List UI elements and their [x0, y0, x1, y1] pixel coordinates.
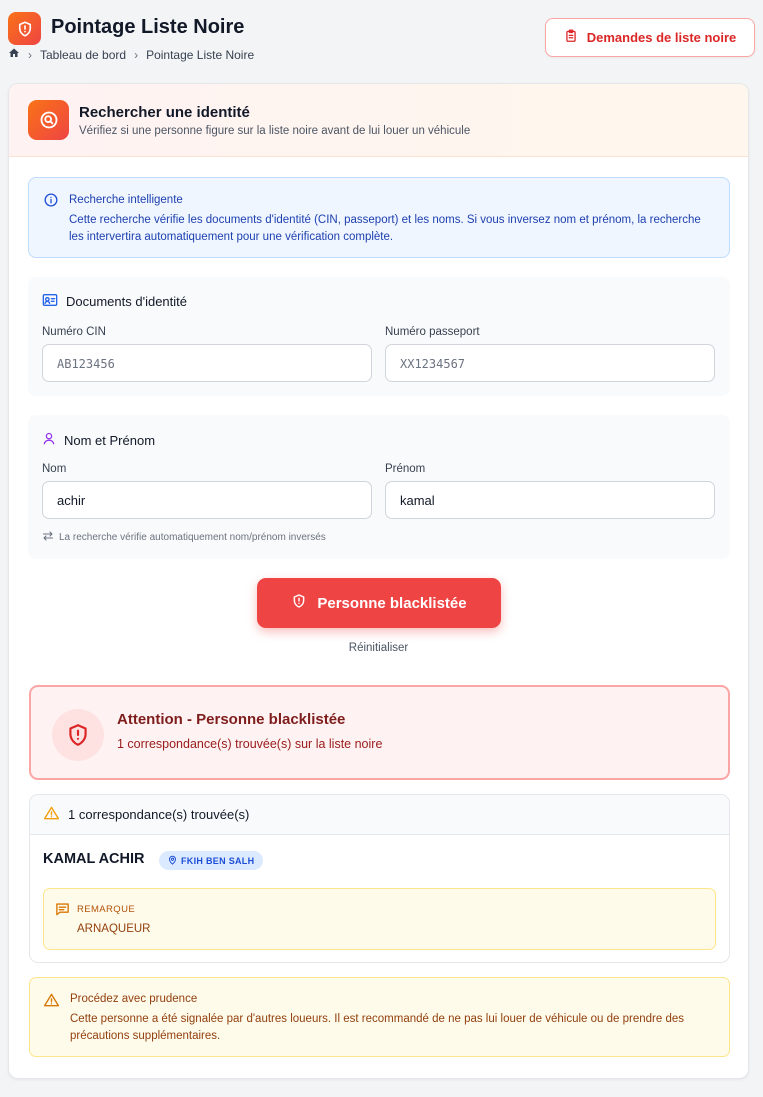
chevron-right-icon: › — [28, 47, 32, 62]
home-icon[interactable] — [8, 47, 20, 62]
info-title: Recherche intelligente — [69, 194, 183, 206]
smart-search-info — [28, 177, 730, 258]
search-card-header — [9, 84, 748, 157]
match-person-name: KAMAL ACHIR — [43, 851, 145, 867]
warning-icon — [44, 806, 59, 823]
caution-box — [29, 977, 730, 1057]
matches-panel — [29, 794, 730, 963]
remark-box — [43, 888, 716, 950]
blacklist-check-button[interactable]: Personne blacklistée — [257, 578, 501, 628]
shield-alert-icon — [291, 593, 307, 613]
city-badge: FKIH BEN SALH — [159, 851, 263, 870]
message-icon — [55, 902, 70, 921]
blacklist-requests-button[interactable] — [545, 18, 755, 57]
passport-input[interactable] — [385, 344, 715, 382]
names-section — [28, 415, 730, 559]
caution-title: Procédez avec prudence — [70, 993, 198, 1005]
names-section-title: Nom et Prénom — [42, 431, 155, 449]
map-pin-icon — [168, 855, 177, 867]
prenom-label: Prénom — [385, 463, 426, 475]
page-header — [8, 12, 755, 68]
warning-icon — [44, 993, 59, 1012]
remark-value: ARNAQUEUR — [77, 923, 151, 935]
search-shield-icon — [28, 100, 69, 140]
nom-input[interactable] — [42, 481, 372, 519]
matches-header: 1 correspondance(s) trouvée(s) — [30, 795, 729, 835]
search-card — [8, 83, 749, 1079]
clipboard-icon — [564, 29, 578, 46]
prenom-input[interactable] — [385, 481, 715, 519]
breadcrumb — [8, 47, 254, 62]
remark-label: REMARQUE — [77, 904, 136, 915]
blacklist-requests-label: Demandes de liste noire — [586, 30, 737, 45]
documents-section-title: Documents d'identité — [42, 293, 187, 310]
documents-section — [28, 277, 730, 396]
id-card-icon — [42, 293, 58, 310]
cin-label: Numéro CIN — [42, 326, 106, 338]
chevron-right-icon: › — [134, 47, 139, 62]
nom-label: Nom — [42, 463, 67, 475]
page-title: Pointage Liste Noire — [51, 16, 245, 38]
alert-title: Attention - Personne blacklistée — [117, 711, 346, 728]
alert-subtitle: 1 correspondance(s) trouvée(s) sur la liste noire — [117, 737, 383, 751]
blacklist-alert — [29, 685, 730, 780]
breadcrumb-dashboard[interactable]: Tableau de bord — [40, 47, 127, 62]
alert-shield-icon — [52, 709, 104, 761]
reset-link[interactable]: Réinitialiser — [348, 642, 409, 654]
passport-label: Numéro passeport — [385, 326, 480, 338]
swap-arrows-icon — [42, 531, 54, 544]
caution-text: Cette personne a été signalée par d'autres loueurs. Il est recommandé de ne pas lui louer de véhicule ou de prendre des précautions supplémentaires. — [70, 1013, 684, 1042]
info-text: Cette recherche vérifie les documents d'identité (CIN, passeport) et les noms. Si vous inversez nom et prénom, la recherche les intervertira automatiquement pour une vérification complète. — [69, 214, 701, 243]
swap-hint: La recherche vérifie automatiquement nom/prénom inversés — [42, 531, 326, 544]
user-icon — [42, 431, 56, 449]
search-card-title: Rechercher une identité — [79, 104, 250, 121]
shield-logo-icon — [8, 12, 41, 45]
info-icon — [44, 193, 58, 212]
cin-input[interactable] — [42, 344, 372, 382]
search-card-subtitle: Vérifiez si une personne figure sur la liste noire avant de lui louer un véhicule — [79, 125, 471, 137]
breadcrumb-current: Pointage Liste Noire — [146, 47, 255, 62]
